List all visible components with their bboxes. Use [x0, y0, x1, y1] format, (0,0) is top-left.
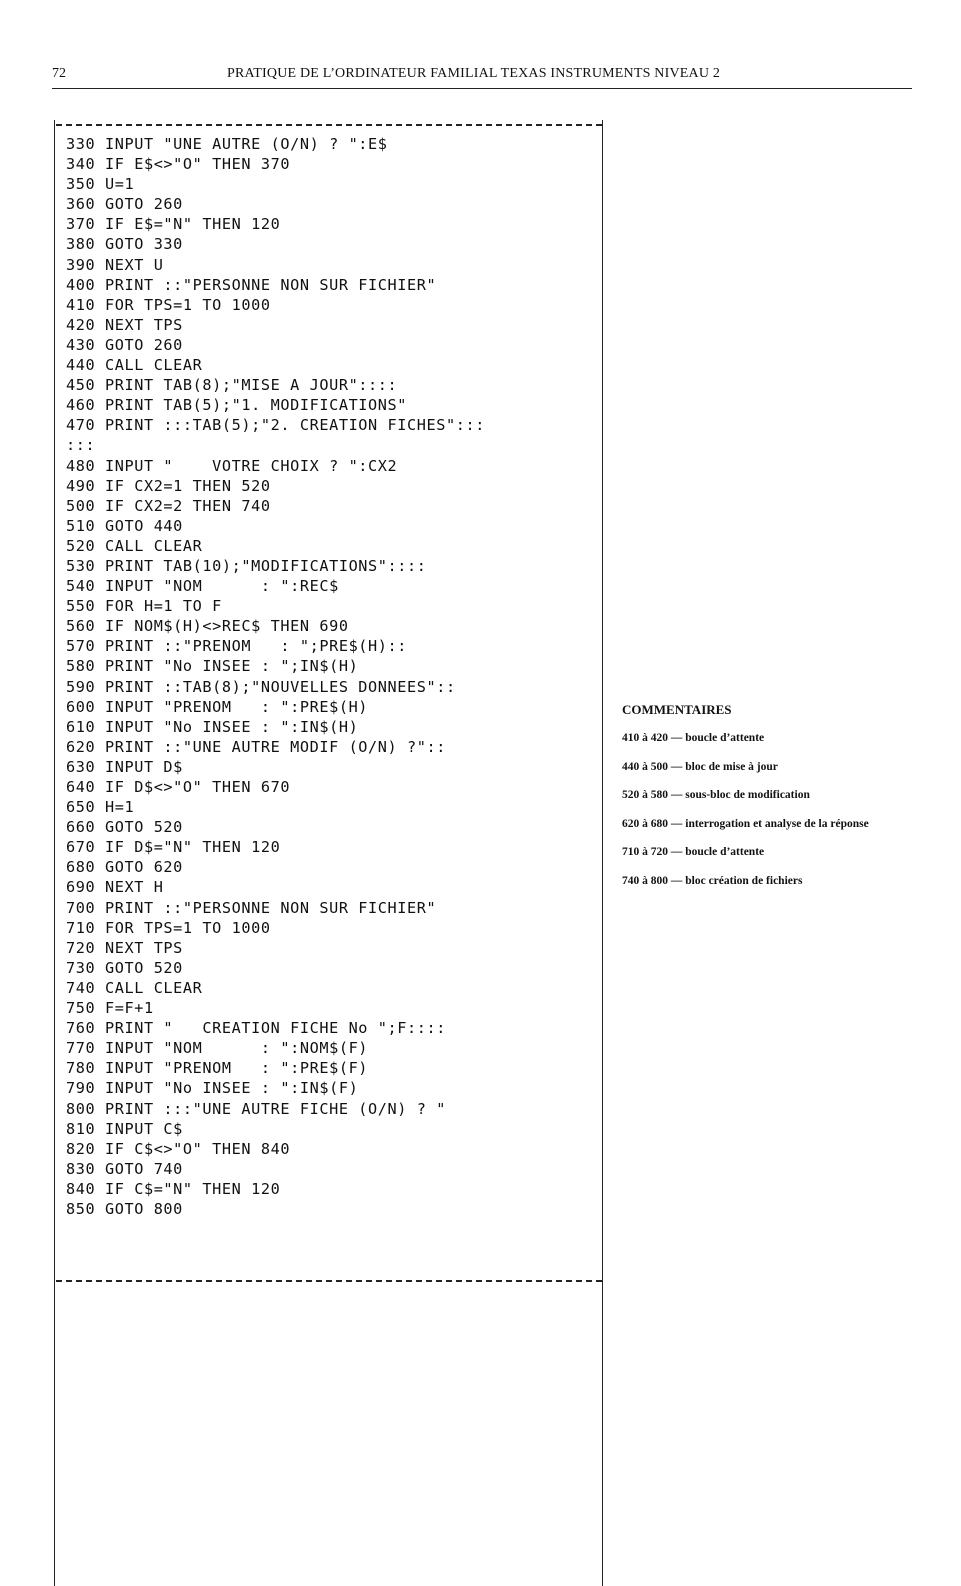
code-line: 380 GOTO 330 — [66, 235, 183, 254]
code-line: 680 GOTO 620 — [66, 858, 183, 877]
listing-frame-left — [54, 120, 55, 1586]
code-line: 690 NEXT H — [66, 878, 164, 897]
code-line: 390 NEXT U — [66, 255, 164, 274]
code-line: 570 PRINT ::"PRENOM : ";PRE$(H):: — [66, 637, 408, 656]
code-line: 770 INPUT "NOM : ":NOM$(F) — [66, 1039, 369, 1058]
running-title: PRATIQUE DE L’ORDINATEUR FAMILIAL TEXAS INSTRUMENTS NIVEAU 2 — [227, 66, 721, 81]
code-line: 640 IF D$<>"O" THEN 670 — [66, 778, 291, 796]
code-line: 670 IF D$="N" THEN 120 — [66, 838, 281, 857]
code-line: 780 INPUT "PRENOM : ":PRE$(F) — [66, 1059, 369, 1078]
code-line: 420 NEXT TPS — [66, 315, 183, 334]
comment-item: 410 à 420 — boucle d’attente — [622, 732, 765, 744]
code-line: 840 IF C$="N" THEN 120 — [66, 1179, 281, 1198]
listing-dashed-top — [56, 124, 602, 126]
listing-frame-right — [602, 120, 603, 1586]
code-line: 710 FOR TPS=1 TO 1000 — [66, 918, 271, 937]
code-line: 620 PRINT ::"UNE AUTRE MODIF (O/N) ?":: — [66, 737, 447, 756]
code-line: 440 CALL CLEAR — [66, 356, 203, 375]
code-line: 350 U=1 — [66, 175, 135, 194]
code-line: 730 GOTO 520 — [66, 958, 183, 977]
code-line: 520 CALL CLEAR — [66, 536, 203, 555]
code-line: 510 GOTO 440 — [66, 516, 183, 535]
code-line: 330 INPUT "UNE AUTRE (O/N) ? ":E$ — [66, 135, 388, 153]
code-line: 480 INPUT " VOTRE CHOIX ? ":CX2 — [66, 456, 398, 475]
code-line: 740 CALL CLEAR — [66, 978, 203, 997]
code-line: 750 F=F+1 — [66, 999, 154, 1018]
listing-dashed-bottom — [56, 1280, 602, 1282]
code-line: 580 PRINT "No INSEE : ";IN$(H) — [66, 657, 359, 676]
comment-item: 740 à 800 — bloc création de fichiers — [622, 874, 803, 887]
code-line: 460 PRINT TAB(5);"1. MODIFICATIONS" — [66, 396, 408, 415]
basic-listing — [66, 134, 596, 1219]
comment-item: 440 à 500 — bloc de mise à jour — [622, 760, 778, 773]
comments-panel — [622, 702, 942, 903]
code-line: 720 NEXT TPS — [66, 938, 183, 957]
code-line: 610 INPUT "No INSEE : ":IN$(H) — [66, 717, 359, 736]
code-line: 400 PRINT ::"PERSONNE NON SUR FICHIER" — [66, 275, 437, 294]
code-line: 530 PRINT TAB(10);"MODIFICATIONS":::: — [66, 556, 427, 575]
code-line: 600 INPUT "PRENOM : ":PRE$(H) — [66, 697, 369, 716]
code-line: 470 PRINT :::TAB(5);"2. CREATION FICHES"::: — [66, 416, 485, 435]
code-line: 700 PRINT ::"PERSONNE NON SUR FICHIER" — [66, 898, 437, 917]
code-line: 550 FOR H=1 TO F — [66, 597, 222, 616]
code-line: 850 GOTO 800 — [66, 1199, 183, 1218]
code-line: 370 IF E$="N" THEN 120 — [66, 215, 281, 234]
code-line: 760 PRINT " CREATION FICHE No ";F:::: — [66, 1019, 447, 1038]
comments-title: COMMENTAIRES — [622, 702, 732, 717]
code-line: 800 PRINT :::"UNE AUTRE FICHE (O/N) ? " — [66, 1099, 447, 1118]
comment-item: 710 à 720 — boucle d’attente — [622, 846, 765, 858]
code-line: 650 H=1 — [66, 798, 135, 817]
code-line: 360 GOTO 260 — [66, 195, 183, 214]
code-line: 590 PRINT ::TAB(8);"NOUVELLES DONNEES":: — [66, 677, 456, 696]
code-line: 490 IF CX2=1 THEN 520 — [66, 476, 271, 495]
code-line: 410 FOR TPS=1 TO 1000 — [66, 295, 271, 314]
code-line: 500 IF CX2=2 THEN 740 — [66, 496, 271, 515]
code-line: 430 GOTO 260 — [66, 335, 183, 354]
code-line: 540 INPUT "NOM : ":REC$ — [66, 577, 339, 596]
code-line: ::: — [66, 436, 96, 455]
code-line: 790 INPUT "No INSEE : ":IN$(F) — [66, 1079, 359, 1098]
code-line: 820 IF C$<>"O" THEN 840 — [66, 1139, 291, 1158]
code-line: 810 INPUT C$ — [66, 1119, 183, 1138]
code-line: 340 IF E$<>"O" THEN 370 — [66, 155, 291, 174]
code-line: 630 INPUT D$ — [66, 757, 183, 776]
code-line: 830 GOTO 740 — [66, 1159, 183, 1178]
page-number: 72 — [52, 66, 66, 81]
code-line: 450 PRINT TAB(8);"MISE A JOUR":::: — [66, 376, 398, 395]
comment-item: 520 à 580 — sous-bloc de modification — [622, 789, 810, 801]
code-line: 560 IF NOM$(H)<>REC$ THEN 690 — [66, 617, 349, 636]
comment-item: 620 à 680 — interrogation et analyse de la réponse — [622, 817, 869, 830]
page-header — [52, 66, 912, 89]
code-line: 660 GOTO 520 — [66, 818, 183, 837]
